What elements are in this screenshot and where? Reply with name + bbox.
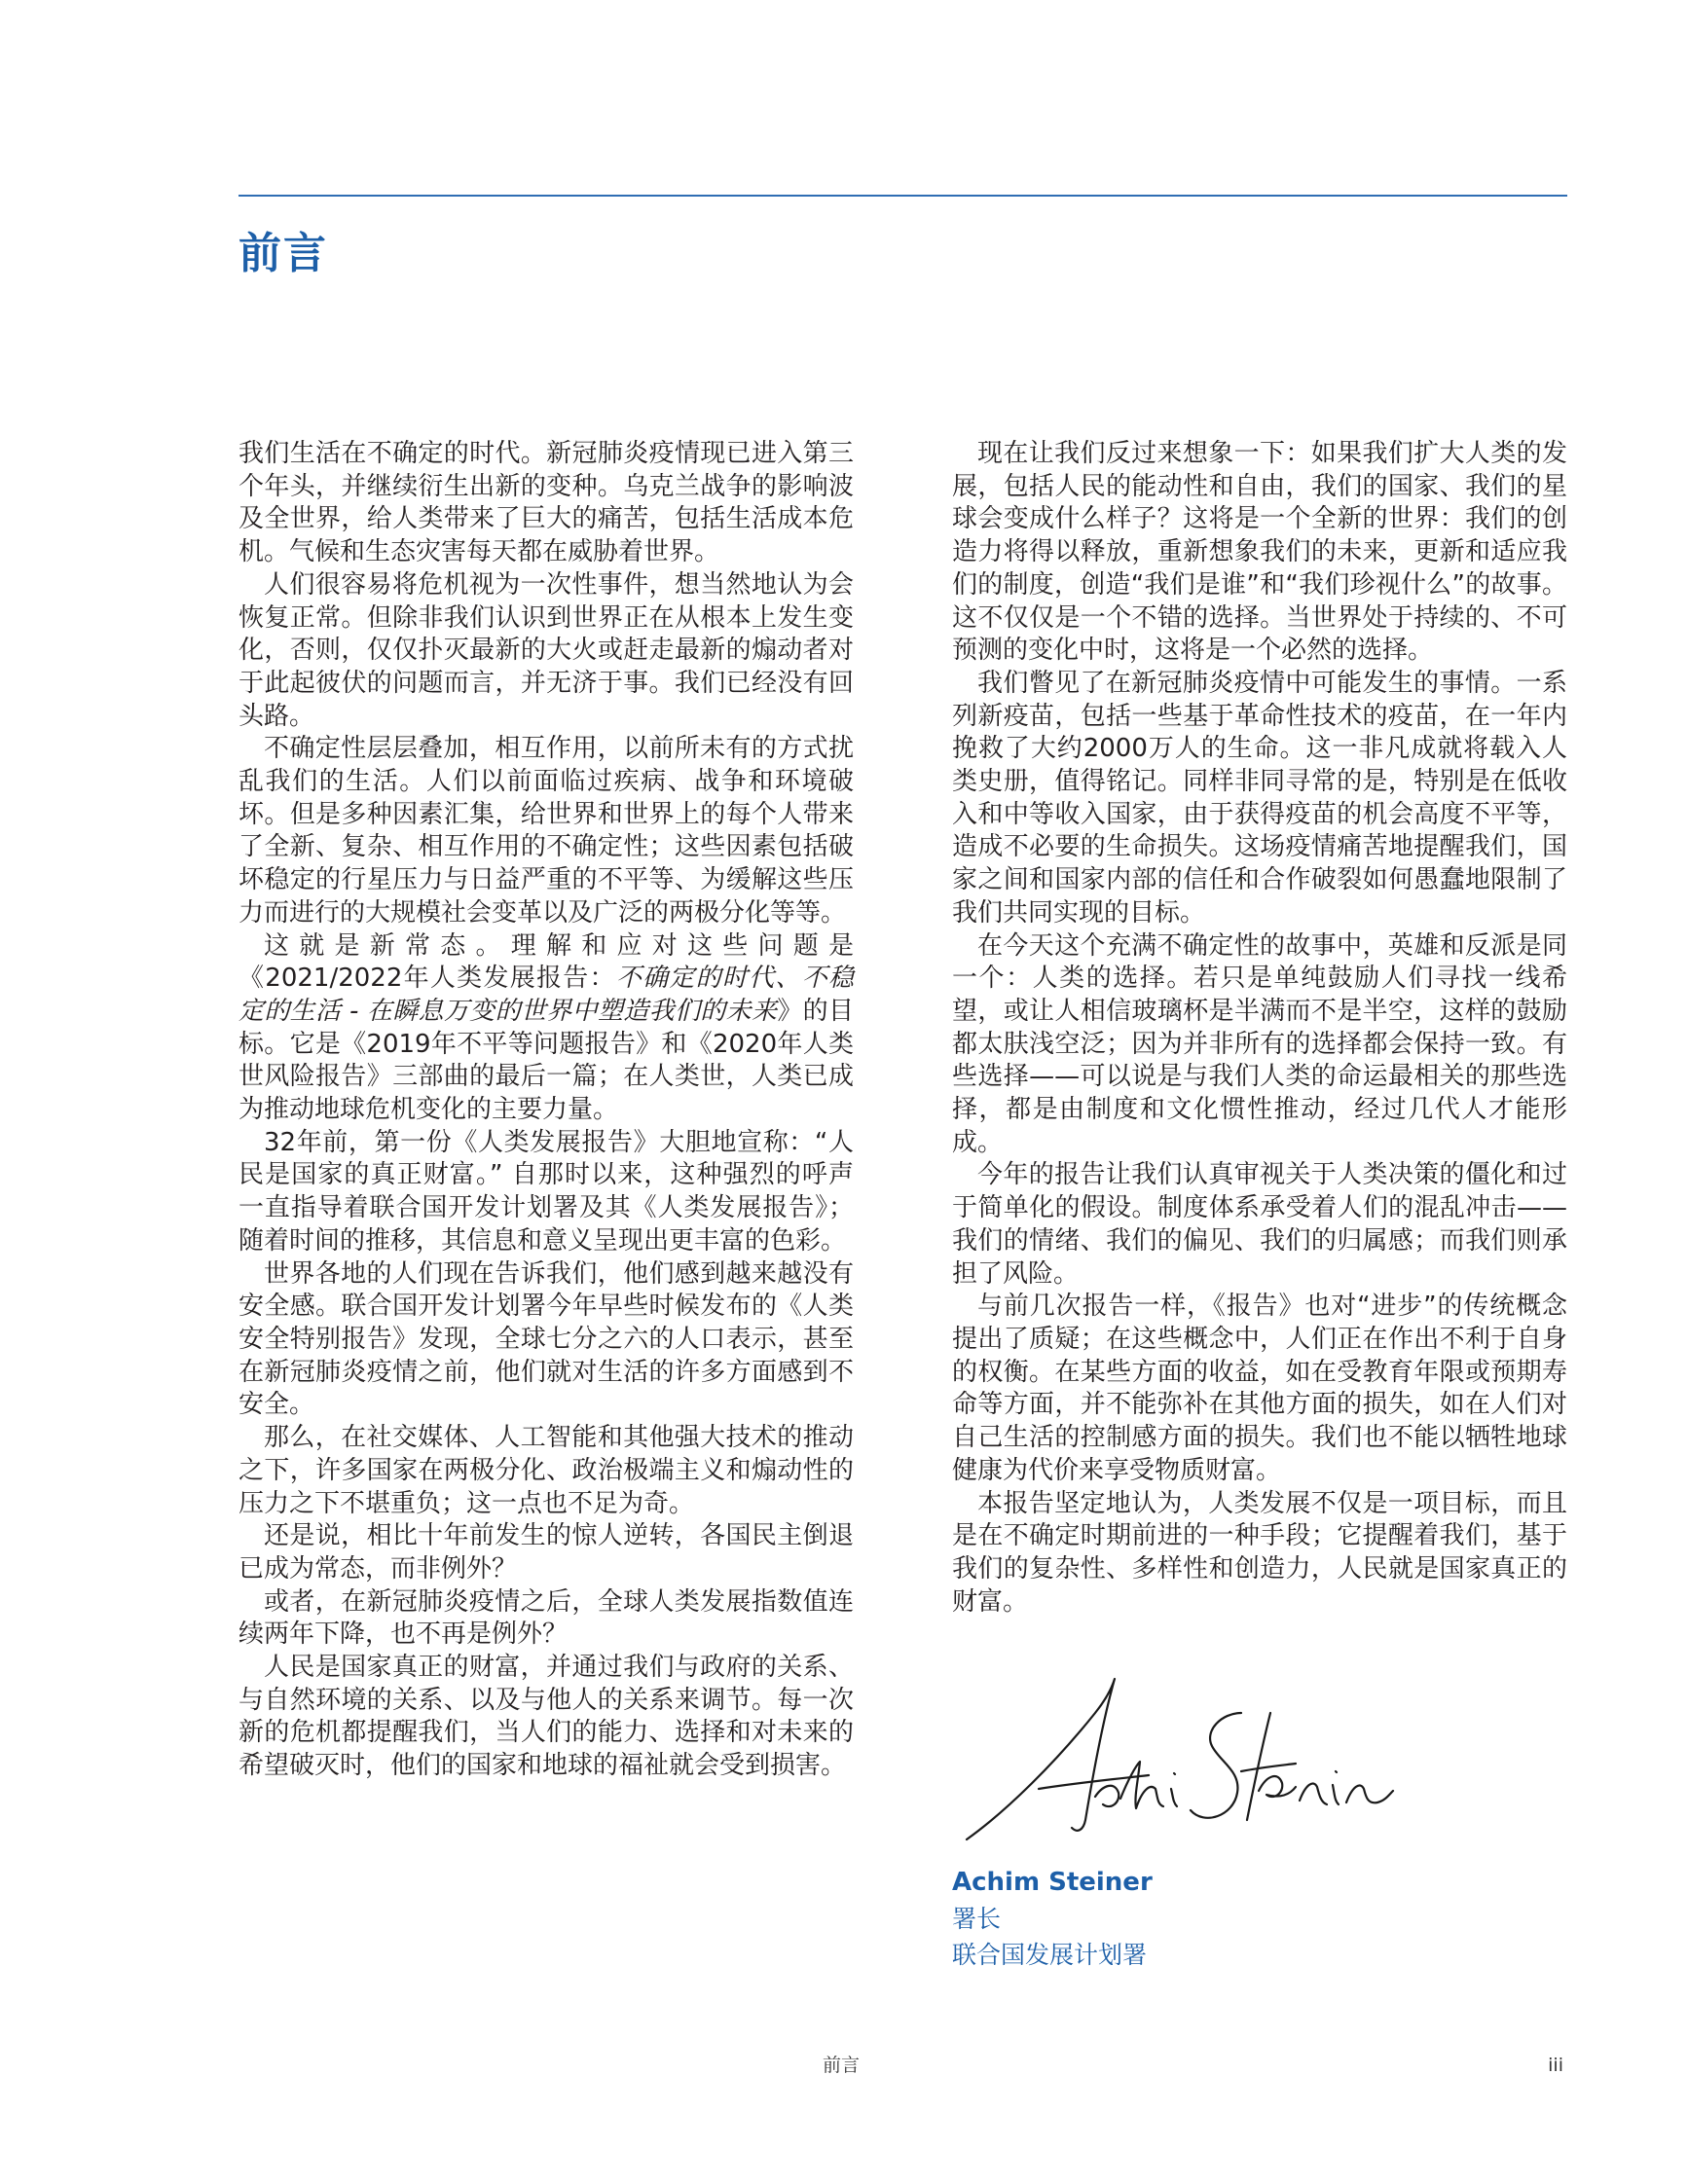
right-column <box>952 438 1567 1619</box>
page-title: 前言 <box>239 229 328 278</box>
paragraph: 现在让我们反过来想象一下：如果我们扩大人类的发展，包括人民的能动性和自由，我们的国家、我们的星球会变成什么样子？这将是一个全新的世界：我们的创造力将得以释放，重新想象我们的未来，更新和适应我们的制度，创造“我们是谁”和“我们珍视什么”的故事。这不仅仅是一个不错的选择。当世界处于持续的、不可预测的变化中时，这将是一个必然的选择。 <box>952 439 1567 666</box>
signatory-organization: 联合国发展计划署 <box>952 1941 1148 1969</box>
paragraph: 我们瞥见了在新冠肺炎疫情中可能发生的事情。一系列新疫苗，包括一些基于革命性技术的疫苗，在一年内挽救了大约2000万人的生命。这一非凡成就将载入人类史册，值得铭记。同样非同寻常的是，特别是在低收入和中等收入国家，由于获得疫苗的机会高度不平等，造成不必要的生命损失。这场疫情痛苦地提醒我们，国家之间和国家内部的信任和合作破裂如何愚蠢地限制了我们共同实现的目标。 <box>952 668 1567 928</box>
paragraph: 还是说，相比十年前发生的惊人逆转，各国民主倒退已成为常态，而非例外？ <box>239 1521 854 1583</box>
signatory-name: Achim Steiner <box>952 1868 1153 1897</box>
paragraph: 不确定性层层叠加，相互作用，以前所未有的方式扰乱我们的生活。人们以前面临过疾病、战争和环境破坏。但是多种因素汇集，给世界和世界上的每个人带来了全新、复杂、相互作用的不确定性；这些因素包括破坏稳定的行星压力与日益严重的不平等、为缓解这些压力而进行的大规模社会变革以及广泛的两极分化等等。 <box>239 734 854 928</box>
handwritten-signature <box>949 1674 1407 1849</box>
paragraph: 我们生活在不确定的时代。新冠肺炎疫情现已进入第三个年头，并继续衍生出新的变种。乌克兰战争的影响波及全世界，给人类带来了巨大的痛苦，包括生活成本危机。气候和生态灾害每天都在威胁着世界。 <box>239 439 854 567</box>
paragraph: 人民是国家真正的财富，并通过我们与政府的关系、与自然环境的关系、以及与他人的关系来调节。每一次新的危机都提醒我们，当人们的能力、选择和对未来的希望破灭时，他们的国家和地球的福祉就会受到损害。 <box>239 1653 854 1781</box>
paragraph: 今年的报告让我们认真审视关于人类决策的僵化和过于简单化的假设。制度体系承受着人们的混乱冲击——我们的情绪、我们的偏见、我们的归属感；而我们则承担了风险。 <box>952 1160 1567 1289</box>
paragraph: 在今天这个充满不确定性的故事中，英雄和反派是同一个：人类的选择。若只是单纯鼓励人们寻找一线希望，或让人相信玻璃杯是半满而不是半空，这样的鼓励都太肤浅空泛；因为并非所有的选择都会保持一致。有些选择——可以说是与我们人类的命运最相关的那些选择，都是由制度和文化惯性推动，经过几代人才能形成。 <box>952 930 1567 1157</box>
left-column <box>239 438 854 1783</box>
paragraph: 人们很容易将危机视为一次性事件，想当然地认为会恢复正常。但除非我们认识到世界正在从根本上发生变化，否则，仅仅扑灭最新的大火或赶走最新的煽动者对于此起彼伏的问题而言，并无济于事。我们已经没有回头路。 <box>239 569 854 731</box>
paragraph: 32年前，第一份《人类发展报告》大胆地宣称：“人民是国家的真正财富。” 自那时以来，这种强烈的呼声一直指导着联合国开发计划署及其《人类发展报告》；随着时间的推移，其信息和意义呈现出更丰富的色彩。 <box>239 1127 854 1256</box>
paragraph-text: 》的目标。它是《2019年不平等问题报告》和《2020年人类世风险报告》三部曲的最后一篇；在人类世，人类已成为推动地球危机变化的主要力量。 <box>239 996 854 1125</box>
report-subtitle: 不确定的时代、不稳定的生活 - 在瞬息万变的世界中塑造我们的未来 <box>239 964 854 1026</box>
paragraph: 与前几次报告一样，《报告》也对“进步”的传统概念提出了质疑；在这些概念中，人们正在作出不利于自身的权衡。在某些方面的收益，如在受教育年限或预期寿命等方面，并不能弥补在其他方面的损失，如在人们对自己生活的控制感方面的损失。我们也不能以牺牲地球健康为代价来享受物质财富。 <box>952 1292 1567 1485</box>
paragraph: 世界各地的人们现在告诉我们，他们感到越来越没有安全感。联合国开发计划署今年早些时候发布的《人类安全特别报告》发现，全球七分之六的人口表示，甚至在新冠肺炎疫情之前，他们就对生活的许多方面感到不安全。 <box>239 1258 854 1420</box>
paragraph-text: 这就是新常态。理解和应对这些问题是《2021/2022年人类发展报告： <box>239 930 854 994</box>
footer-section-title: 前言 <box>823 2055 861 2076</box>
paragraph: 或者，在新冠肺炎疫情之后，全球人类发展指数值连续两年下降，也不再是例外？ <box>239 1586 854 1650</box>
header-rule <box>239 195 1567 197</box>
signature-strokes <box>967 1679 1393 1839</box>
signatory-role: 署长 <box>952 1905 1002 1933</box>
paragraph: 那么，在社交媒体、人工智能和其他强大技术的推动之下，许多国家在两极分化、政治极端主义和煽动性的压力之下不堪重负；这一点也不足为奇。 <box>239 1423 854 1518</box>
paragraph: 本报告坚定地认为，人类发展不仅是一项目标，而且是在不确定时期前进的一种手段；它提醒着我们，基于我们的复杂性、多样性和创造力，人民就是国家真正的财富。 <box>952 1488 1567 1617</box>
paragraph <box>239 930 854 1127</box>
page-number: iii <box>1548 2055 1563 2076</box>
